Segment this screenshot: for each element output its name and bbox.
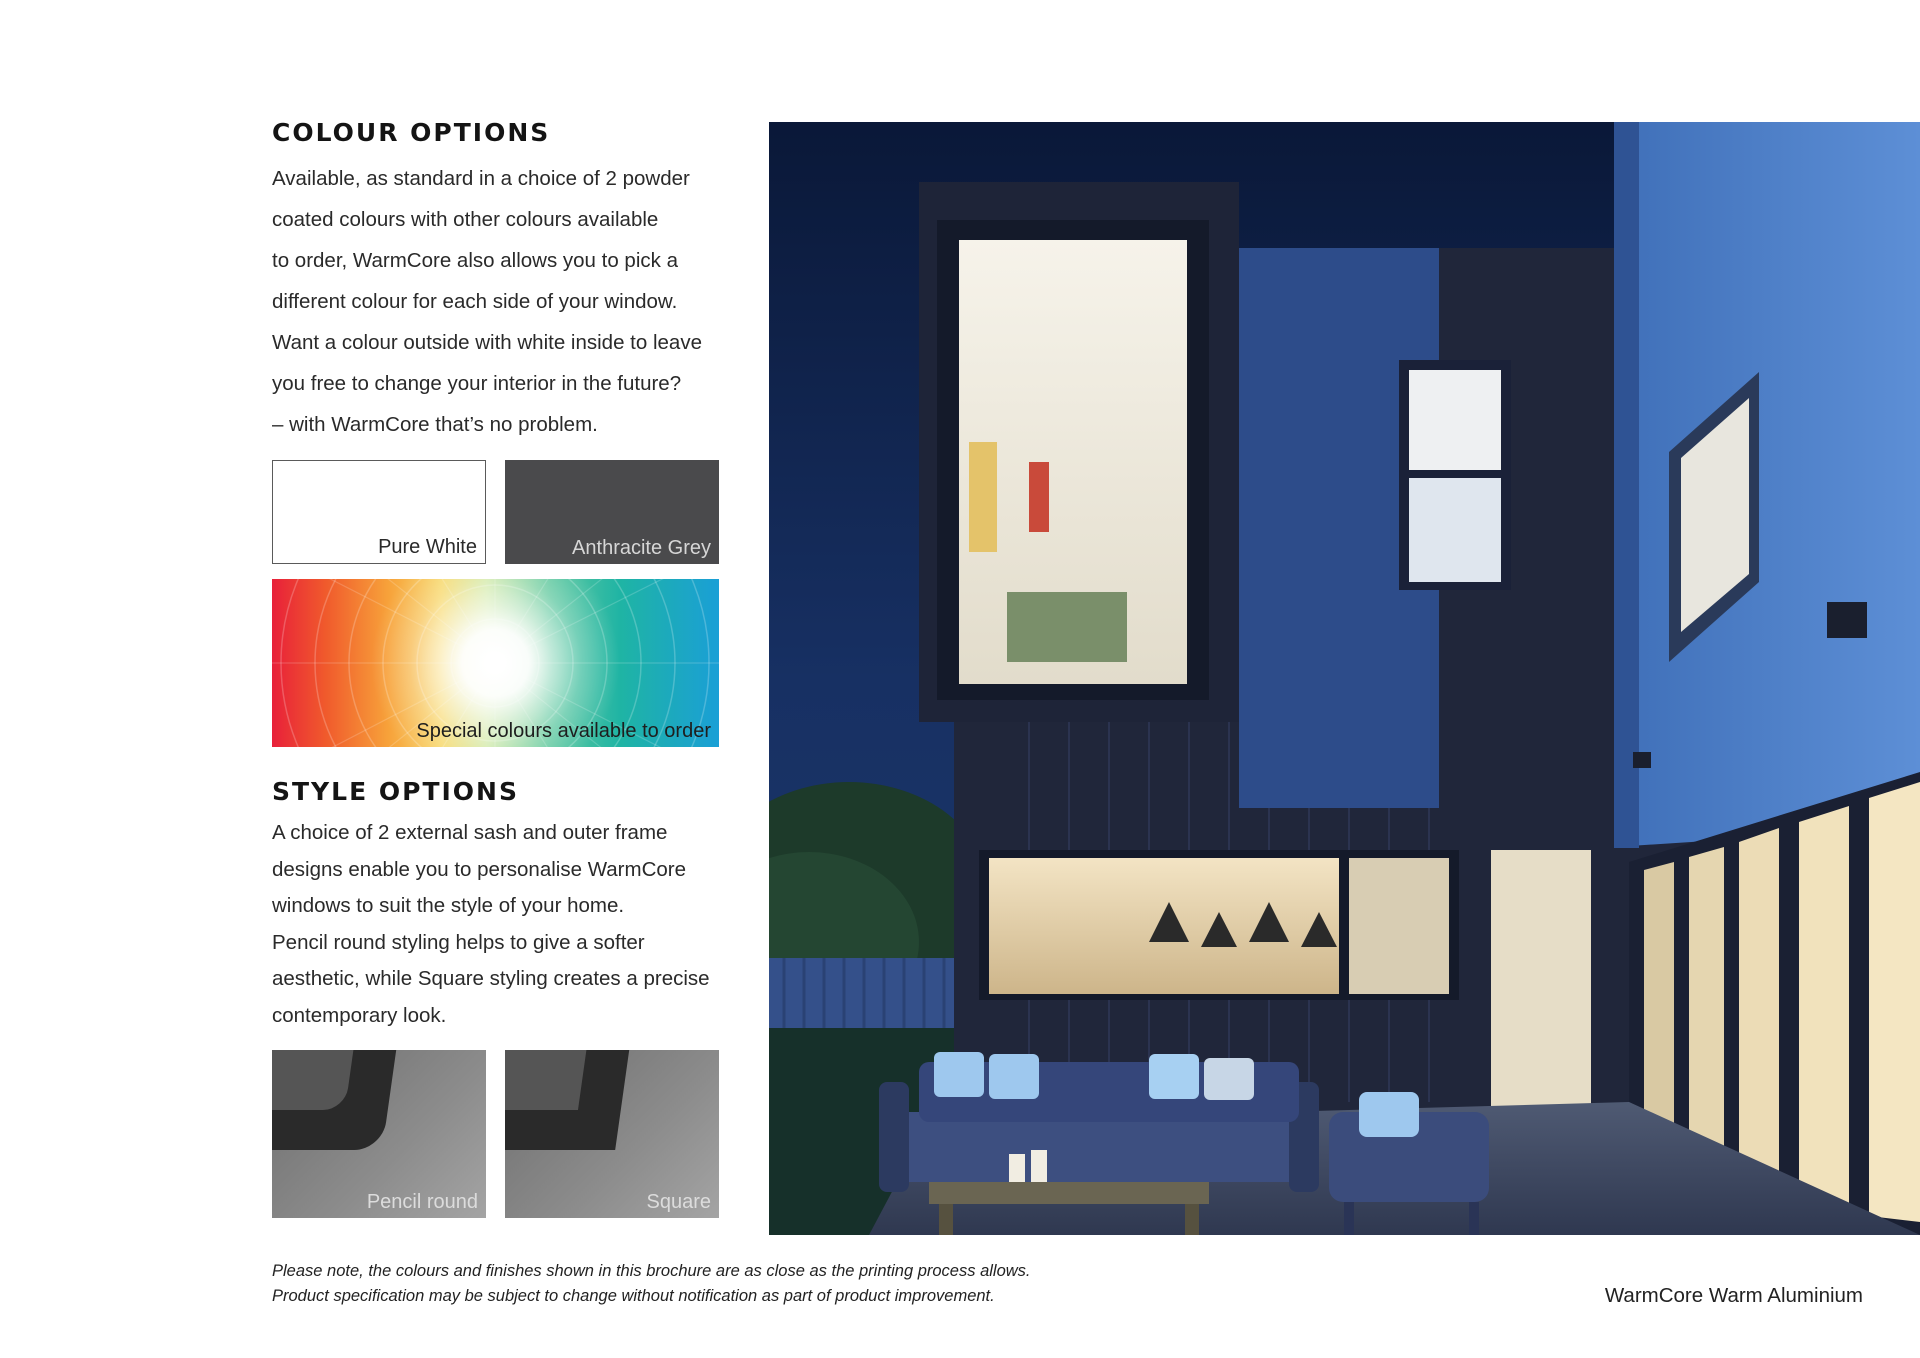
- frame-shape: [505, 1050, 592, 1110]
- house-exterior-photo: [769, 122, 1920, 1235]
- text-line: designs enable you to personalise WarmCore: [272, 857, 687, 881]
- text-line: contemporary look.: [272, 1003, 447, 1027]
- colour-options-heading: COLOUR OPTIONS: [272, 118, 551, 147]
- text-line: – with WarmCore that’s no problem.: [272, 413, 598, 436]
- anthracite-grey-swatch: [505, 460, 719, 564]
- square-profile: [505, 1050, 719, 1218]
- style-options-text: [272, 815, 722, 1034]
- pencil-round-profile: [272, 1050, 486, 1218]
- special-colours-swatch: [272, 579, 719, 747]
- standard-colour-swatches: [272, 460, 719, 564]
- print-disclaimer: [272, 1259, 1031, 1309]
- text-line: A choice of 2 external sash and outer frame: [272, 821, 668, 844]
- swatch-label: Pure White: [378, 536, 477, 558]
- profile-label: Square: [646, 1191, 711, 1213]
- swatch-label: Anthracite Grey: [572, 537, 711, 559]
- text-line: Pencil round styling helps to give a softer: [272, 930, 645, 954]
- text-line: different colour for each side of your window.: [272, 290, 678, 313]
- brand-footer: WarmCore Warm Aluminium: [1604, 1284, 1863, 1307]
- profile-label: Pencil round: [366, 1191, 478, 1213]
- text-line: coated colours with other colours available: [272, 208, 659, 231]
- text-line: Want a colour outside with white inside to leave: [272, 331, 702, 354]
- text-line: aesthetic, while Square styling creates a precise: [272, 967, 710, 990]
- text-line: to order, WarmCore also allows you to pick a: [272, 249, 678, 272]
- options-column: [272, 118, 722, 1218]
- text-line: you free to change your interior in the future?: [272, 372, 682, 395]
- house-illustration: [769, 122, 1920, 1235]
- style-profile-swatches: [272, 1050, 719, 1218]
- special-colours-label: Special colours available to order: [416, 720, 711, 742]
- text-line: Available, as standard in a choice of 2 powder: [272, 167, 690, 190]
- disclaimer-line: Please note, the colours and finishes shown in this brochure are as close as the printing process allows.: [272, 1262, 1031, 1280]
- colour-options-text: [272, 158, 722, 445]
- pure-white-swatch: [272, 460, 486, 564]
- style-options-heading: STYLE OPTIONS: [272, 777, 519, 806]
- disclaimer-line: Product specification may be subject to change without notification as part of product improvement.: [272, 1287, 995, 1305]
- text-line: windows to suit the style of your home.: [272, 894, 625, 917]
